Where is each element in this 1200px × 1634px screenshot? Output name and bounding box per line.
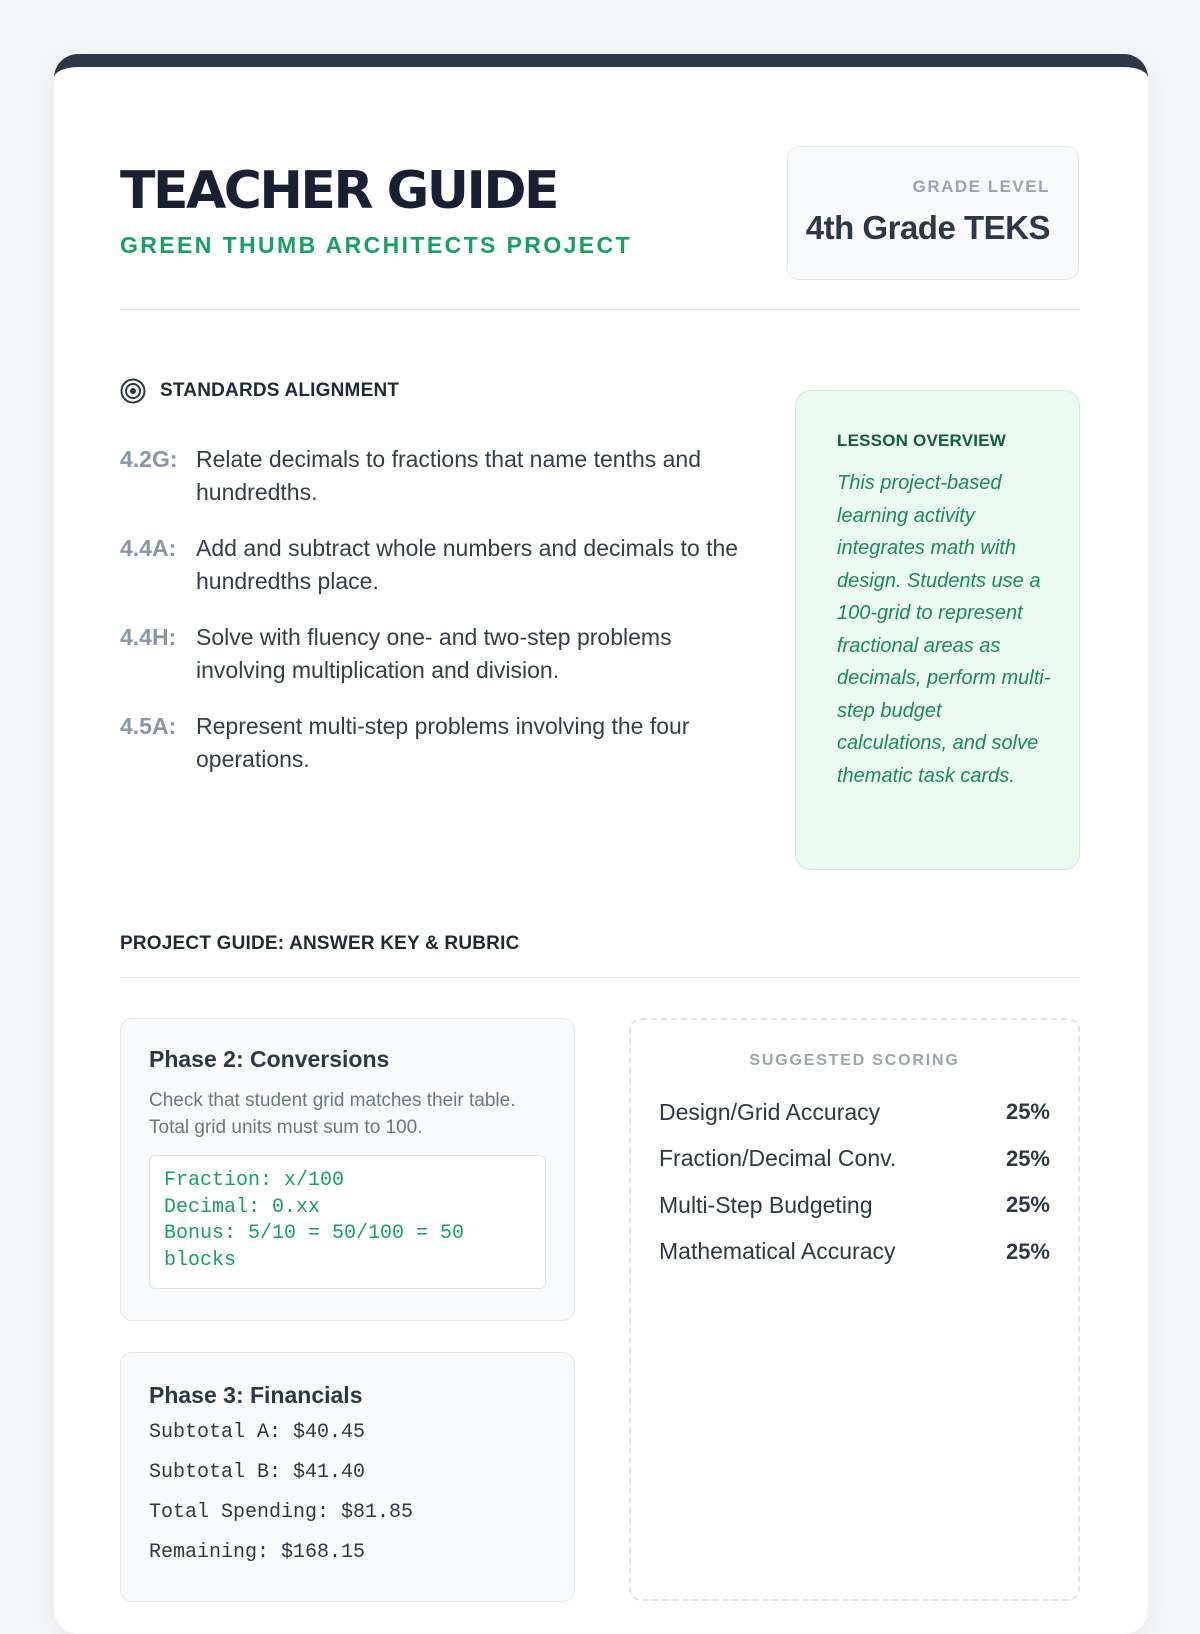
header-divider xyxy=(120,309,1080,310)
scoring-list xyxy=(631,1089,1078,1275)
phase-2-box xyxy=(120,1018,575,1321)
grade-level-box xyxy=(787,146,1079,280)
scoring-row xyxy=(631,1182,1078,1229)
standard-item xyxy=(120,710,760,776)
standard-text: Solve with fluency one- and two-step problems involving multiplication and division. xyxy=(196,624,672,683)
financials-list xyxy=(149,1413,546,1573)
standard-item xyxy=(120,532,760,598)
standard-item xyxy=(120,621,760,687)
scoring-row xyxy=(631,1089,1078,1136)
guide-divider xyxy=(120,977,1080,978)
scoring-title: SUGGESTED SCORING xyxy=(749,1052,960,1069)
suggested-scoring-box xyxy=(629,1018,1080,1601)
page-title: TEACHER GUIDE xyxy=(120,161,558,221)
lesson-overview-box xyxy=(795,390,1080,870)
conversion-code-box xyxy=(149,1155,546,1289)
scoring-label: Mathematical Accuracy xyxy=(659,1238,896,1265)
phase-3-box xyxy=(120,1352,575,1602)
standard-item xyxy=(120,443,760,509)
target-icon xyxy=(120,378,146,404)
standard-code: 4.4A: xyxy=(120,535,177,561)
grade-level-value: 4th Grade TEKS xyxy=(805,209,1050,246)
project-guide-heading: PROJECT GUIDE: ANSWER KEY & RUBRIC xyxy=(120,933,520,954)
financial-line: Subtotal B: $41.40 xyxy=(149,1461,366,1484)
lesson-overview-title: LESSON OVERVIEW xyxy=(837,431,1006,450)
standards-list xyxy=(120,443,760,799)
standard-text: Represent multi-step problems involving the four operations. xyxy=(196,713,690,772)
standard-text: Add and subtract whole numbers and decimals to the hundredths place. xyxy=(196,535,739,594)
scoring-label: Design/Grid Accuracy xyxy=(659,1098,881,1125)
scoring-percent: 25% xyxy=(1005,1192,1050,1218)
code-line: Fraction: x/100 xyxy=(164,1169,345,1192)
phase-3-title: Phase 3: Financials xyxy=(149,1382,363,1408)
standard-code: 4.5A: xyxy=(120,713,177,739)
scoring-percent: 25% xyxy=(1005,1099,1050,1125)
scoring-row xyxy=(631,1136,1078,1183)
standard-code: 4.2G: xyxy=(120,446,178,472)
scoring-percent: 25% xyxy=(1005,1238,1050,1264)
project-subtitle: GREEN THUMB ARCHITECTS PROJECT xyxy=(120,232,632,258)
standards-heading: STANDARDS ALIGNMENT xyxy=(160,380,400,401)
code-line: Decimal: 0.xx xyxy=(164,1195,321,1219)
standard-code: 4.4H: xyxy=(120,624,177,650)
scoring-percent: 25% xyxy=(1005,1145,1050,1171)
code-line: Bonus: 5/10 = 50/100 = 50 blocks xyxy=(164,1222,465,1272)
scoring-label: Multi-Step Budgeting xyxy=(659,1191,873,1218)
teacher-guide-card xyxy=(54,54,1148,1634)
financial-line: Subtotal A: $40.45 xyxy=(149,1421,366,1444)
phase-2-note: Check that student grid matches their table. Total grid units must sum to 100. xyxy=(149,1090,516,1138)
financial-line: Total Spending: $81.85 xyxy=(149,1501,414,1524)
scoring-label: Fraction/Decimal Conv. xyxy=(659,1145,897,1172)
lesson-overview-text: This project-based learning activity integrates math with design. Students use a 100-grid to represent fractional areas as decimals, perform multi-step budget calculations, and solve thematic task cards. xyxy=(837,472,1051,787)
financial-line: Remaining: $168.15 xyxy=(149,1541,366,1564)
scoring-row xyxy=(631,1229,1078,1276)
standard-text: Relate decimals to fractions that name tenths and hundredths. xyxy=(196,446,702,505)
phase-2-title: Phase 2: Conversions xyxy=(149,1046,390,1072)
grade-level-label: GRADE LEVEL xyxy=(912,177,1050,196)
